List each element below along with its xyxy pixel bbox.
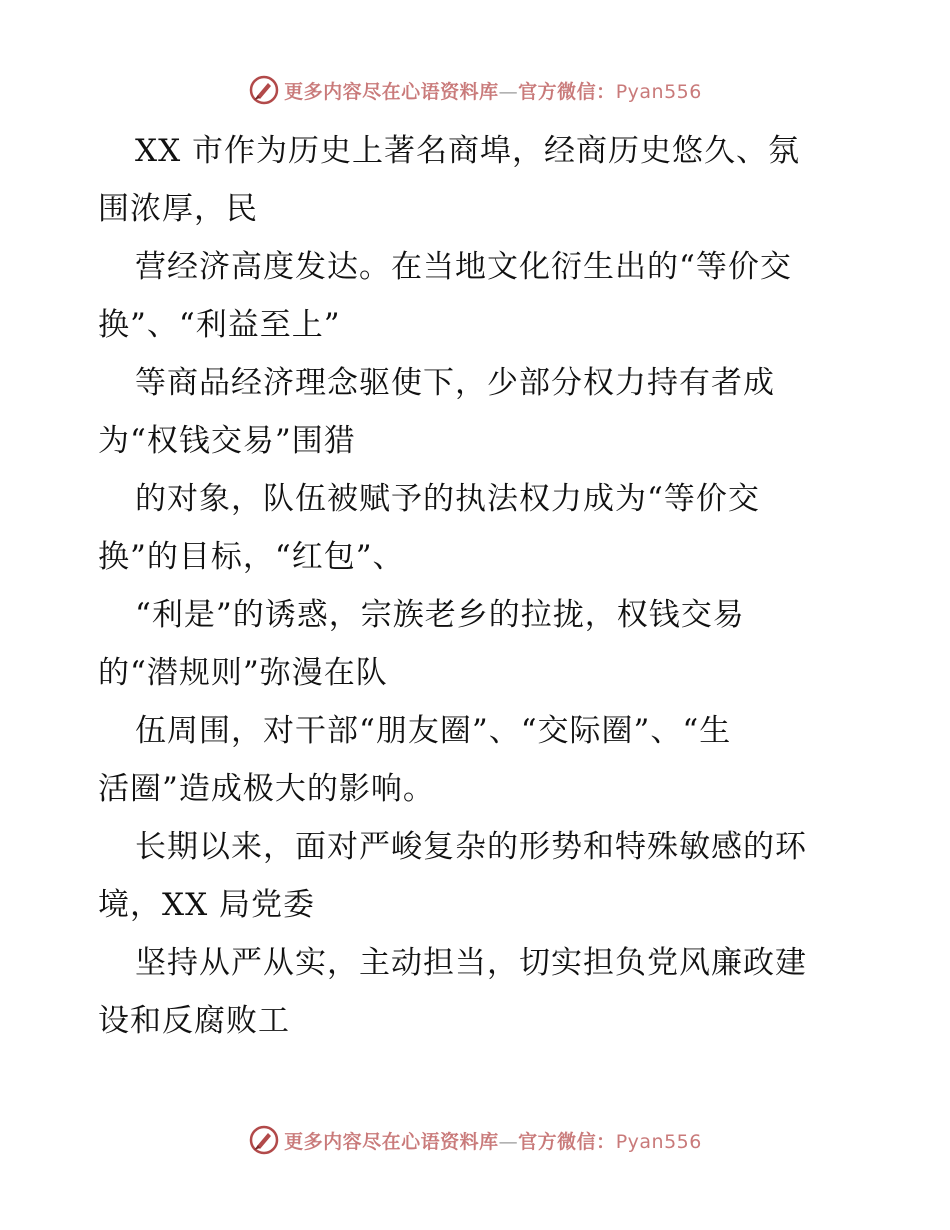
header-watermark	[0, 72, 950, 108]
body-line: 长期以来，面对严峻复杂的形势和特殊敏感的环	[135, 829, 807, 865]
body-line: 设和反腐败工	[98, 1003, 290, 1039]
watermark-brand: 更多内容尽在心语资料库	[284, 80, 499, 103]
body-line: 境，XX 局党委	[98, 887, 315, 923]
watermark-separator: —	[498, 80, 519, 103]
watermark-wechat-label: 官方微信：	[518, 80, 616, 103]
watermark-wechat-handle: Pyan556	[615, 80, 702, 103]
body-line: 活圈”造成极大的影响。	[98, 771, 435, 807]
body-line: 坚持从严从实，主动担当，切实担负党风廉政建	[135, 945, 807, 981]
body-line: 换”、“利益至上”	[98, 307, 341, 343]
watermark-wechat-label: 官方微信：	[518, 1130, 616, 1153]
body-line: 等商品经济理念驱使下，少部分权力持有者成	[135, 365, 775, 401]
watermark-separator: —	[498, 1130, 519, 1153]
body-line: 营经济高度发达。在当地文化衍生出的“等价交	[135, 249, 792, 285]
body-line: 为“权钱交易”围猎	[98, 423, 356, 459]
body-line: 围浓厚，民	[98, 191, 258, 227]
footer-watermark	[0, 1122, 950, 1158]
brand-logo-icon	[248, 74, 280, 106]
body-line: “利是”的诱惑，宗族老乡的拉拢，权钱交易	[135, 597, 745, 633]
watermark-text	[284, 1127, 702, 1154]
body-line: XX 市作为历史上著名商埠，经商历史悠久、氛	[135, 133, 800, 169]
watermark-wechat-handle: Pyan556	[615, 1130, 702, 1153]
body-line: 伍周围，对干部“朋友圈”、“交际圈”、“生	[135, 713, 732, 749]
watermark-text	[284, 77, 702, 104]
body-line: 换”的目标，“红包”、	[98, 539, 405, 575]
document-body	[98, 122, 868, 1050]
body-line: 的“潜规则”弥漫在队	[98, 655, 388, 691]
watermark-brand: 更多内容尽在心语资料库	[284, 1130, 499, 1153]
body-line: 的对象，队伍被赋予的执法权力成为“等价交	[135, 481, 760, 517]
brand-logo-icon	[248, 1124, 280, 1156]
